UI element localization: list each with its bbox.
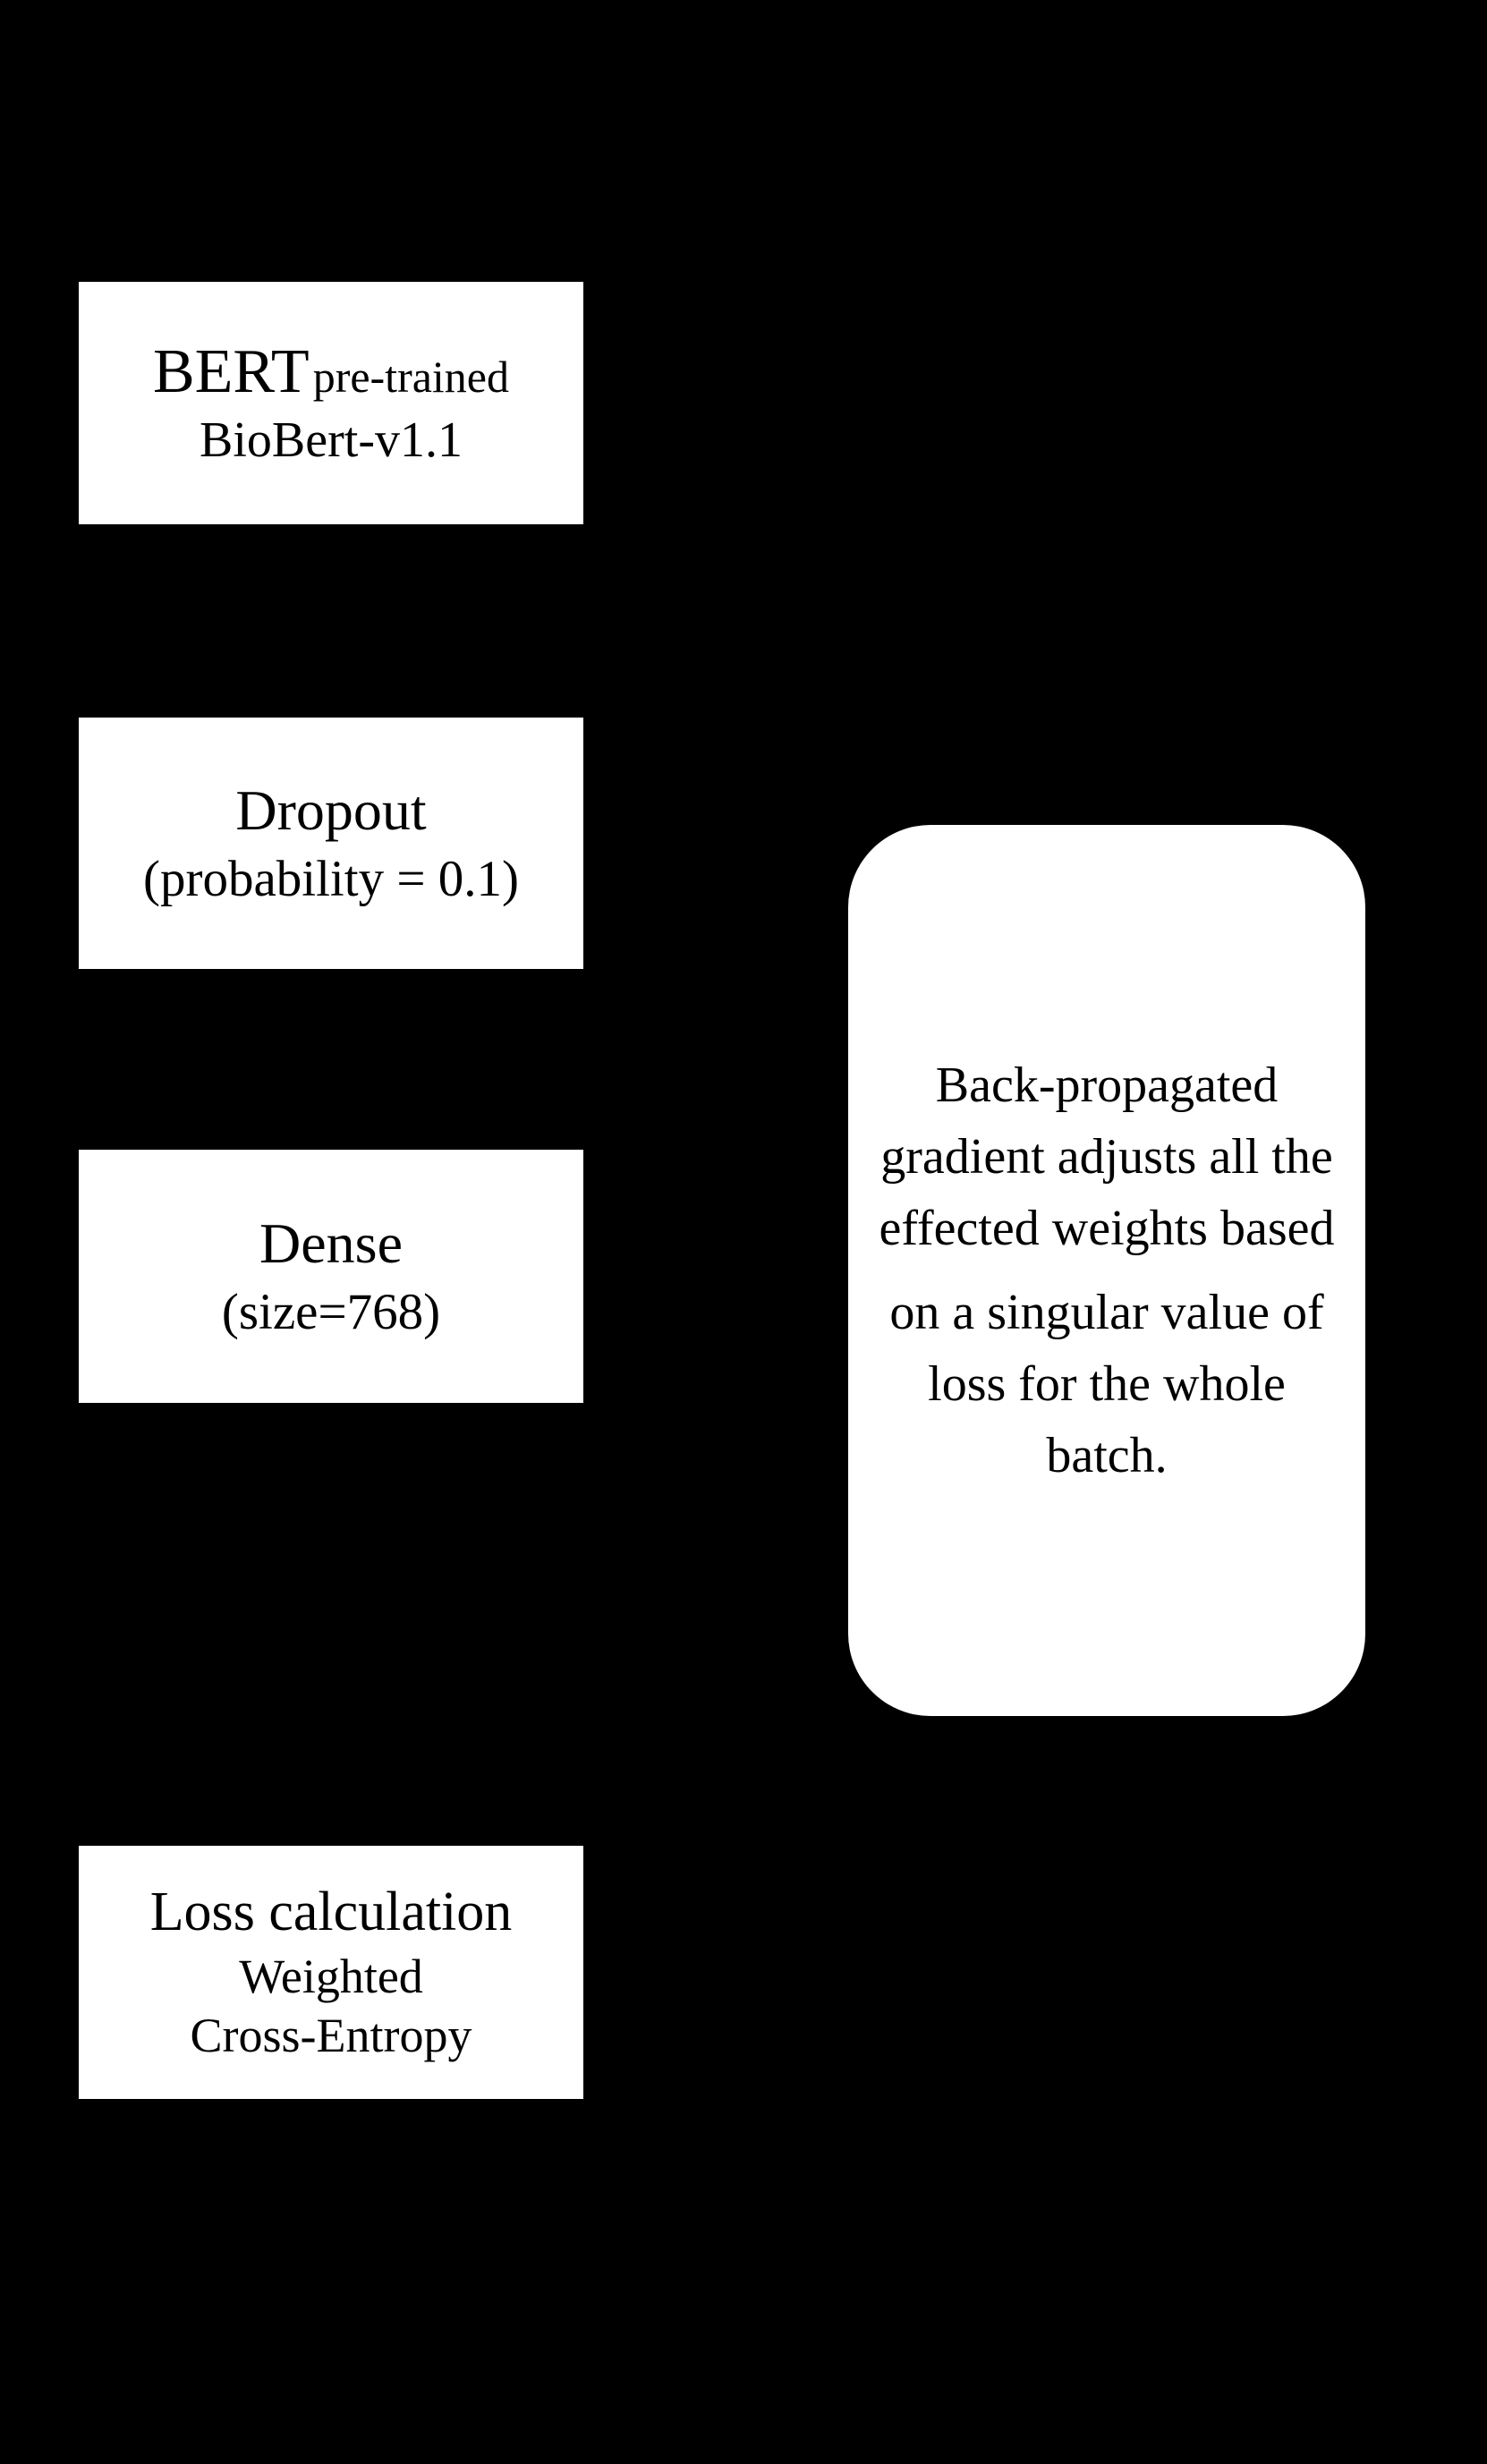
bert-box-annotation: pre-trained xyxy=(312,351,509,402)
dropout-box xyxy=(79,718,583,969)
backprop-note-line-5: loss for the whole xyxy=(928,1356,1286,1412)
backprop-note-line-6: batch. xyxy=(1046,1428,1168,1483)
loss-box xyxy=(79,1846,583,2099)
bert-box-subtitle: BioBert-v1.1 xyxy=(200,412,463,469)
backprop-note-line-2: gradient adjusts all the xyxy=(880,1129,1333,1185)
bert-box xyxy=(79,282,583,524)
backprop-note xyxy=(848,825,1365,1716)
backprop-note-line-4: on a singular value of xyxy=(889,1285,1324,1340)
bert-box-title: BERT xyxy=(152,336,310,406)
dropout-box-subtitle: (probability = 0.1) xyxy=(143,851,519,908)
dense-box-title: Dense xyxy=(259,1211,403,1275)
loss-box-weighted-line: Weighted xyxy=(239,1949,423,2003)
bert-box-title-line xyxy=(153,337,509,407)
dropout-box-title: Dropout xyxy=(235,777,427,842)
dense-box xyxy=(79,1150,583,1403)
dense-box-subtitle: (size=768) xyxy=(221,1284,441,1341)
loss-box-title: Loss calculation xyxy=(149,1882,513,1943)
backprop-note-line-1: Back-propagated xyxy=(935,1058,1279,1113)
backprop-note-line-3: effected weights based xyxy=(879,1201,1335,1256)
loss-box-cross-entropy-line: Cross-Entropy xyxy=(190,2009,472,2063)
